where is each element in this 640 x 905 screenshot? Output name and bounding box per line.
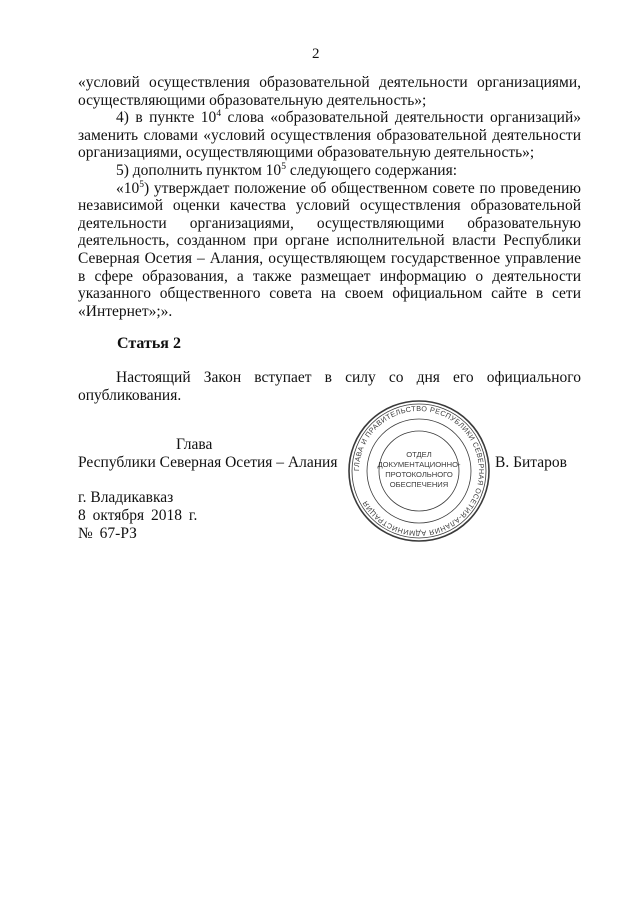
- paragraph-item-4: [78, 109, 581, 162]
- signing-city: г. Владикавказ: [78, 489, 174, 506]
- signing-date: 8 октября 2018 г.: [78, 507, 198, 524]
- stamp-center-line-2: ДОКУМЕНТАЦИОННО-: [377, 460, 461, 469]
- signature-organization: Республики Северная Осетия – Алания: [78, 454, 338, 471]
- stamp-center-text: [377, 450, 461, 489]
- item-5-superscript: 5: [281, 161, 286, 172]
- paragraph-quote-line-2: осуществляющими образовательную деятельность»;: [78, 91, 427, 109]
- stamp-center-line-4: ОБЕСПЕЧЕНИЯ: [389, 480, 449, 489]
- signature-title: Глава: [176, 436, 213, 453]
- document-body: [78, 74, 581, 320]
- new-point-text-a: «10: [116, 179, 140, 197]
- stamp-center-line-1: ОТДЕЛ: [406, 450, 432, 459]
- stamp-circular-text: ГЛАВА И ПРАВИТЕЛЬСТВО РЕСПУБЛИКИ СЕВЕРНАЯ ОСЕТИЯ-АЛАНИЯ АДМИНИСТРАЦИЯ: [351, 403, 487, 539]
- paragraph-quote-line-1: «условий осуществления образовательной деятельности организациями,: [78, 74, 581, 91]
- official-stamp-seal: [345, 397, 493, 545]
- law-number: № 67-РЗ: [78, 525, 137, 542]
- stamp-center-line-3: ПРОТОКОЛЬНОГО: [385, 470, 453, 479]
- item-4-text-a: 4) в пункте 10: [116, 109, 217, 127]
- item-5-text-b: следующего содержания:: [285, 161, 458, 179]
- paragraph-item-5: [78, 162, 581, 180]
- page-number: 2: [312, 46, 320, 62]
- item-4-text-b: слова «образовательной деятельности организаций» заменить словами «условий осуществления образовательной деятельности организациями, осуществляющими образовательную деятельность»;: [78, 109, 581, 162]
- item-5-text-a: 5) дополнить пунктом 10: [116, 161, 282, 179]
- item-4-superscript: 4: [216, 109, 222, 120]
- new-point-text-b: ) утверждает положение об общественном совете по проведению независимой оценки качества условий осуществления образовательной деятельности организациями, осуществляющими образовательную деятельность, созданном при органе исполнительной власти Республики Северная Осетия – Алания, осуществляющем государственное управление в сфере образования, а также размещает информацию о деятельности указанного общественного совета на своем официальном сайте в сети «Интернет»;».: [78, 179, 581, 320]
- article-heading: Статья 2: [117, 335, 181, 352]
- paragraph-new-point: [78, 180, 581, 321]
- article-body: [78, 369, 581, 404]
- new-point-superscript: 5: [139, 179, 144, 190]
- article-paragraph: Настоящий Закон вступает в силу со дня его официального опубликования.: [78, 369, 581, 404]
- signer-name: В. Битаров: [495, 454, 567, 471]
